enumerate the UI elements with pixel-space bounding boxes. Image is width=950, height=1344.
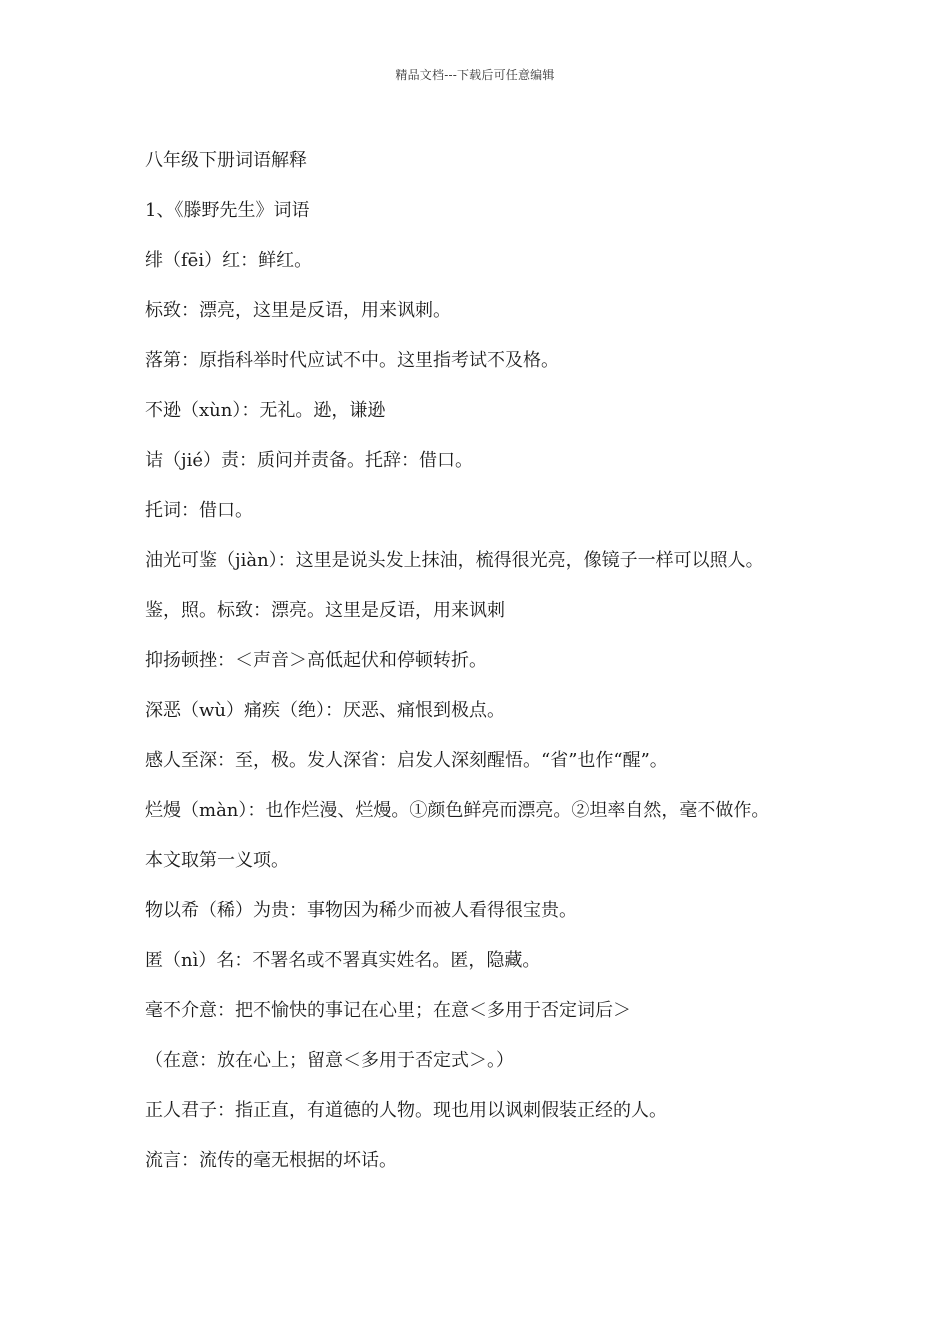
definition-line: 标致：漂亮，这里是反语，用来讽刺。: [145, 300, 451, 321]
definition-line: 诘（jié）责：质问并责备。托辞：借口。: [145, 450, 473, 471]
definition-line: 托词：借口。: [145, 500, 253, 521]
definition-line: 匿（nì）名：不署名或不署真实姓名。匿，隐藏。: [145, 950, 541, 971]
definition-line: 物以希（稀）为贵：事物因为稀少而被人看得很宝贵。: [145, 900, 577, 921]
page-header: 精品文档---下载后可任意编辑: [395, 68, 555, 82]
definition-line: 落第：原指科举时代应试不中。这里指考试不及格。: [145, 350, 559, 371]
definition-line: 烂熳（màn）：也作烂漫、烂熳。①颜色鲜亮而漂亮。②坦率自然，毫不做作。: [145, 800, 770, 821]
document-body: [145, 136, 845, 1186]
definition-line: 本文取第一义项。: [145, 850, 289, 871]
definition-line: 鉴，照。标致：漂亮。这里是反语，用来讽刺: [145, 600, 505, 621]
definition-line: 深恶（wù）痛疾（绝）：厌恶、痛恨到极点。: [145, 700, 505, 721]
definition-line: 油光可鉴（jiàn）：这里是说头发上抹油，梳得很光亮，像镜子一样可以照人。: [145, 550, 764, 571]
document-title: 八年级下册词语解释: [145, 150, 307, 171]
definition-line: 感人至深：至，极。发人深省：启发人深刻醒悟。“省”也作“醒”。: [145, 750, 668, 771]
definition-line: 正人君子：指正直，有道德的人物。现也用以讽刺假装正经的人。: [145, 1100, 667, 1121]
definition-line: 毫不介意：把不愉快的事记在心里；在意＜多用于否定词后＞: [145, 1000, 631, 1021]
definition-line: 流言：流传的毫无根据的坏话。: [145, 1150, 397, 1171]
definition-line: 不逊（xùn）：无礼。逊，谦逊: [145, 400, 386, 421]
definition-line: （在意：放在心上；留意＜多用于否定式＞。）: [145, 1050, 514, 1071]
definition-line: 抑扬顿挫：＜声音＞高低起伏和停顿转折。: [145, 650, 487, 671]
definition-line: 绯（fēi）红：鲜红。: [145, 250, 313, 271]
section-heading: 1、《滕野先生》词语: [145, 200, 310, 221]
